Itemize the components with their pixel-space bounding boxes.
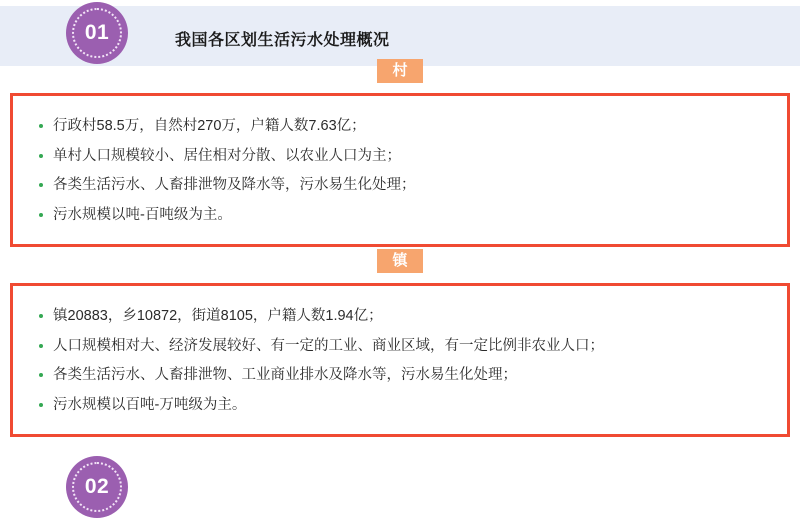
section-label-town: 镇: [377, 249, 423, 273]
list-item: 各类生活污水、人畜排泄物、工业商业排水及降水等，污水易生化处理；: [37, 367, 787, 384]
list-item: 污水规模以吨-百吨级为主。: [37, 207, 787, 224]
section-label-village: 村: [377, 59, 423, 83]
next-badge-number-label: 02: [84, 475, 110, 498]
list-item: 各类生活污水、人畜排泄物及降水等，污水易生化处理；: [37, 177, 787, 194]
section-number-badge: [66, 2, 128, 64]
list-item: 人口规模相对大、经济发展较好、有一定的工业、商业区域，有一定比例非农业人口；: [37, 338, 787, 355]
next-section-number-badge: [66, 456, 128, 518]
list-item: 单村人口规模较小、居住相对分散、以农业人口为主；: [37, 148, 787, 165]
section-town: [10, 283, 790, 437]
page-title: 我国各区划生活污水处理概况: [175, 32, 390, 49]
next-badge-dotted-ring: [72, 462, 122, 512]
list-item: 行政村58.5万，自然村270万，户籍人数7.63亿；: [37, 118, 787, 135]
badge-dotted-ring: [72, 8, 122, 58]
section-village: [10, 93, 790, 247]
town-bullet-list: [13, 286, 787, 414]
list-item: 镇20883，乡10872，街道8105，户籍人数1.94亿；: [37, 308, 787, 325]
list-item: 污水规模以百吨-万吨级为主。: [37, 397, 787, 414]
badge-number-label: 01: [84, 21, 110, 44]
village-bullet-list: [13, 96, 787, 224]
